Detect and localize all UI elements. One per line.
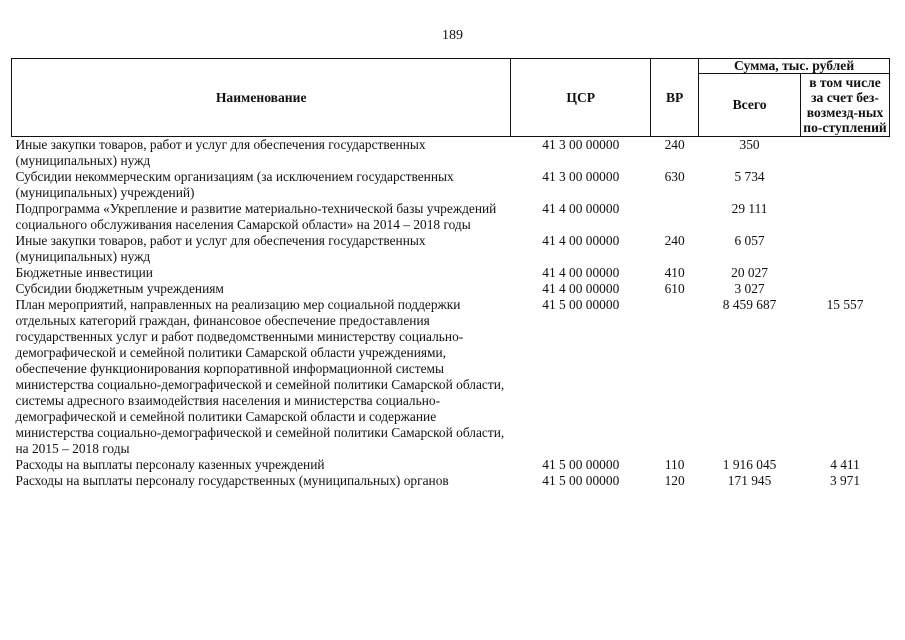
row-vr: 120 [664, 473, 685, 488]
table-body [12, 137, 890, 490]
row-total: 29 111 [731, 201, 768, 216]
row-csr: 41 4 00 00000 [542, 281, 620, 296]
row-csr: 41 4 00 00000 [542, 233, 620, 248]
row-name: Иные закупки товаров, работ и услуг для обеспечения государственных (муниципальных) нужд [15, 233, 426, 264]
table-row [12, 265, 890, 281]
row-name: Субсидии некоммерческим организациям (за исключением государственных (муниципальных) учреждений) [15, 169, 454, 200]
row-total: 20 027 [731, 265, 768, 280]
row-vr [651, 201, 699, 233]
row-vr: 610 [664, 281, 685, 296]
table-row [12, 457, 890, 473]
row-csr: 41 5 00 00000 [542, 297, 620, 312]
row-vr: 630 [664, 169, 685, 184]
row-csr: 41 4 00 00000 [542, 201, 620, 216]
row-name: План мероприятий, направленных на реализацию мер социальной поддержки отдельных категорий граждан, финансовое обеспечение предоставления государственных услуг и работ подведомственными министерству социально-демографической и семейной политики Самарской области учреждениями, обеспечение функционирования корпоративной информационной системы министерства социально-демографической и семейной политики Самарской области, системы адресного взаимодействия населения и министерства социально-демографической и семейной политики Самарской области и содержание министерства социально-демографической и семейной политики Самарской области, на 2015 – 2018 годы [15, 297, 505, 456]
header-name: Наименование [12, 59, 511, 137]
table-row [12, 137, 890, 170]
row-csr: 41 5 00 00000 [542, 457, 620, 472]
table-row [12, 169, 890, 201]
row-vr: 240 [664, 233, 685, 248]
row-free [801, 233, 890, 265]
table-row [12, 473, 890, 489]
header-sum: Сумма, тыс. рублей [699, 59, 890, 74]
row-vr [651, 297, 699, 457]
row-csr: 41 3 00 00000 [542, 137, 620, 152]
header-incl-free: в том числе за счет без-возмезд-ных по-ступлений [801, 74, 890, 137]
row-free [801, 265, 890, 281]
budget-table [11, 58, 890, 489]
row-total: 8 459 687 [722, 297, 777, 312]
row-free [801, 169, 890, 201]
row-total: 171 945 [727, 473, 772, 488]
row-total: 3 027 [734, 281, 765, 296]
page-number: 189 [442, 28, 463, 43]
table-row [12, 297, 890, 457]
row-vr: 410 [664, 265, 685, 280]
table-row [12, 201, 890, 233]
row-total: 350 [739, 137, 760, 152]
row-total: 6 057 [734, 233, 765, 248]
table-row [12, 233, 890, 265]
table-row [12, 281, 890, 297]
row-csr: 41 3 00 00000 [542, 169, 620, 184]
row-free: 4 411 [830, 457, 860, 472]
row-total: 1 916 045 [722, 457, 777, 472]
header-csr: ЦСР [511, 59, 651, 137]
row-free: 3 971 [829, 473, 861, 488]
row-vr: 240 [664, 137, 685, 152]
row-name: Бюджетные инвестиции [15, 265, 153, 280]
row-name: Расходы на выплаты персоналу государственных (муниципальных) органов [15, 473, 449, 488]
row-free [801, 281, 890, 297]
row-name: Подпрограмма «Укрепление и развитие материально-технической базы учреждений социального обслуживания населения Самарской области» на 2014 – 2018 годы [15, 201, 497, 232]
row-total: 5 734 [734, 169, 765, 184]
row-free [801, 201, 890, 233]
row-vr: 110 [664, 457, 685, 472]
row-name: Иные закупки товаров, работ и услуг для обеспечения государственных (муниципальных) нужд [15, 137, 426, 168]
header-total: Всего [699, 74, 801, 137]
row-name: Субсидии бюджетным учреждениям [15, 281, 224, 296]
row-free [801, 137, 890, 170]
header-vr: ВР [651, 59, 699, 137]
table-header [12, 59, 890, 137]
row-csr: 41 4 00 00000 [542, 265, 620, 280]
row-csr: 41 5 00 00000 [542, 473, 620, 488]
row-name: Расходы на выплаты персоналу казенных учреждений [15, 457, 325, 472]
row-free: 15 557 [826, 297, 864, 312]
